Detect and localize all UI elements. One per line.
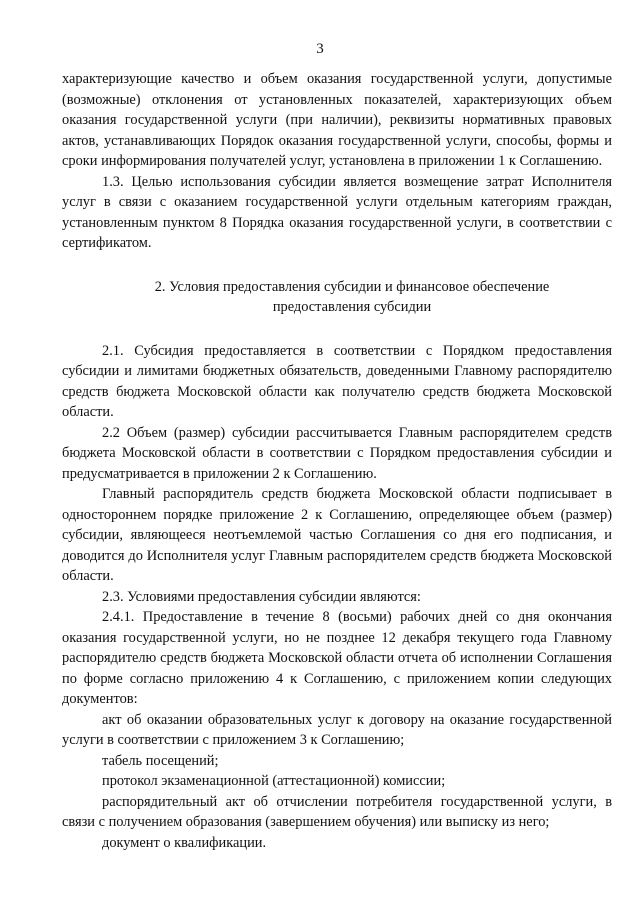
paragraph-2-1: 2.1. Субсидия предоставляется в соответствии с Порядком предоставления субсидии и лимитами бюджетных обязательств, доведенными Главному распорядителю средств бюджета Московской области как получателю средств бюджета Московской области. [62, 342, 612, 420]
paragraph-2-4-1: 2.4.1. Предоставление в течение 8 (восьми) рабочих дней со дня окончания оказания государственной услуги, но не позднее 12 декабря текущего года Главному распорядителю средств бюджета Московской области отчета об исполнении Соглашения по форме согласно приложению 4 к Соглашению, с приложением копии следующих документов: [62, 609, 612, 707]
document-list-item: распорядительный акт об отчислении потребителя государственной услуги, в связи с получением образования (завершением обучения) или выписку из него; [62, 793, 612, 830]
document-body [62, 69, 612, 853]
paragraph-2-2: 2.2 Объем (размер) субсидии рассчитывается Главным распорядителем средств бюджета Московской области в соответствии с Порядком предоставления субсидии и предусматривается в приложении 2 к Соглашению. [62, 424, 612, 482]
paragraph-main-distributor: Главный распорядитель средств бюджета Московской области подписывает в одностороннем порядке приложение 2 к Соглашению, определяющее объем (размер) субсидии, являющееся неотъемлемой частью Соглашения со дня его подписания, и доводится до Исполнителя услуг Главным распорядителем средств бюджета Московской области. [62, 486, 612, 584]
document-list-item: табель посещений; [102, 752, 219, 769]
paragraph-continuation: характеризующие качество и объем оказания государственной услуги, допустимые (возможные) отклонения от установленных показателей, характеризующих объем оказания государственной услуги (при наличии), реквизиты нормативных правовых актов, устанавливающих Порядок оказания государственной услуги, способы, формы и сроки информирования получателей услуг, установлена в приложении 1 к Соглашению. [62, 71, 612, 169]
section-2-heading-line-2: предоставления субсидии [272, 299, 432, 315]
section-2-heading-line-1: 2. Условия предоставления субсидии и финансовое обеспечение [154, 278, 550, 295]
document-list-item: протокол экзаменационной (аттестационной) комиссии; [102, 773, 446, 789]
document-list-item: акт об оказании образовательных услуг к договору на оказание государственной услуги в соответствии с приложением 3 к Соглашению; [62, 711, 612, 748]
page-number: 3 [316, 41, 324, 57]
document-list-item: документ о квалификации. [102, 834, 267, 851]
paragraph-1-3: 1.3. Целью использования субсидии является возмещение затрат Исполнителя услуг в связи с оказанием государственной услуги отдельным категориям граждан, установленным пунктом 8 Порядка оказания государственной услуги, в соответствии с сертификатом. [62, 173, 612, 251]
paragraph-2-3: 2.3. Условиями предоставления субсидии являются: [102, 588, 421, 605]
section-2-heading [62, 277, 612, 318]
